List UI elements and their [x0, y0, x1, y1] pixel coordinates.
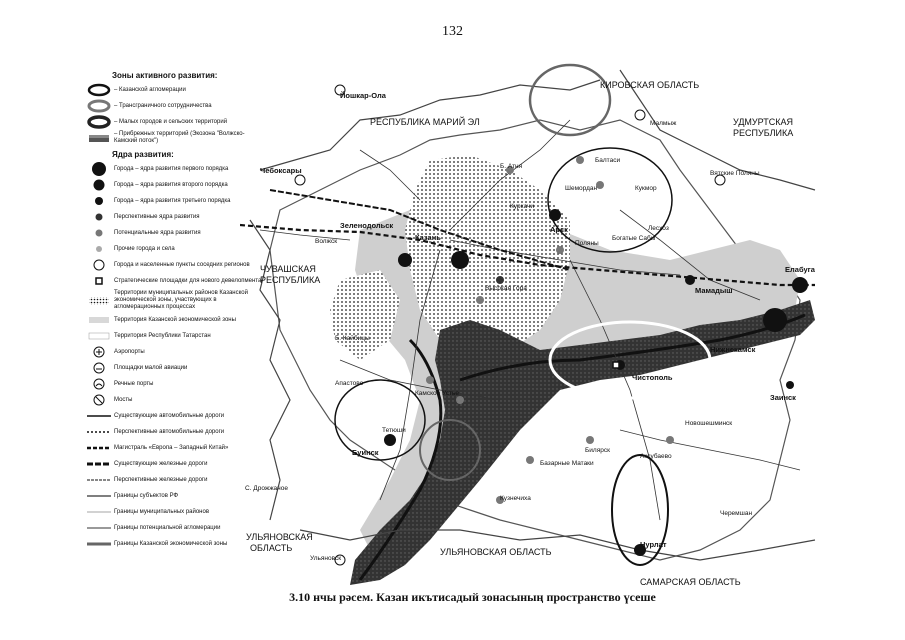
- city-label: Кузнечиха: [500, 495, 531, 502]
- page-number: 132: [442, 24, 463, 39]
- city-label: Новошешминск: [685, 420, 733, 427]
- city-label: Арск: [550, 225, 568, 234]
- city-marker: [476, 296, 484, 304]
- city-label: Йошкар-Ола: [340, 91, 386, 100]
- city-label: Мамадыш: [695, 286, 733, 295]
- neighbor-city-marker: [295, 175, 305, 185]
- region-label: РЕСПУБЛИКА МАРИЙ ЭЛ: [370, 117, 480, 127]
- city-marker-elabuga: [792, 277, 808, 293]
- city-label: Чебоксары: [260, 166, 302, 175]
- city-label-kazan: Казань: [415, 233, 441, 242]
- legend-zones-header: Зоны активного развития:: [112, 71, 218, 80]
- city-marker-arsk: [549, 209, 561, 221]
- airport-icon: Аэропорты: [114, 348, 145, 355]
- city-label: С. Дрожжаное: [245, 485, 288, 492]
- city-label: Вятские Поляны: [710, 170, 760, 177]
- city-label: Черемшан: [720, 510, 753, 517]
- city-label: Б. Атня: [500, 163, 523, 170]
- figure-caption: 3.10 нчы рәсем. Казан икътисадый зонасының пространство үсеше: [289, 590, 656, 604]
- city-marker-kazan-2: [398, 253, 412, 267]
- city-label: Зеленодольск: [340, 221, 394, 230]
- region-label: УЛЬЯНОВСКАЯ ОБЛАСТЬ: [440, 547, 552, 557]
- city-label: Заинск: [770, 393, 796, 402]
- city-label: Апастово: [335, 380, 364, 387]
- neighbor-city-marker: [635, 110, 645, 120]
- zone-circle-north: [530, 65, 610, 135]
- city-marker: [556, 246, 564, 254]
- city-label: Богатые Сабы: [612, 235, 656, 242]
- city-label: Куркачи: [510, 203, 535, 210]
- city-label: Волжск: [315, 238, 338, 245]
- city-marker: [526, 456, 534, 464]
- city-marker: [576, 156, 584, 164]
- city-marker-nkamsk: [763, 308, 787, 332]
- legend-item: – Казанской агломерации: [84, 83, 262, 97]
- city-marker: [456, 396, 464, 404]
- city-label: Шемордан: [565, 185, 598, 192]
- region-label: РЕСПУБЛИКА: [260, 275, 321, 285]
- city-marker: [596, 181, 604, 189]
- legend-cores-header: Ядра развития:: [112, 150, 174, 159]
- city-label: Поляны: [575, 240, 599, 247]
- city-label: Базарные Матаки: [540, 460, 594, 467]
- city-label: Нурлат: [640, 540, 667, 549]
- strategic-site-marker: [613, 362, 619, 368]
- city-label: Елабуга: [785, 265, 815, 274]
- region-label: ЧУВАШСКАЯ: [260, 264, 316, 274]
- city-label: Лесхоз: [648, 225, 669, 232]
- city-label: Нижнекамск: [710, 345, 756, 354]
- city-label: Билярск: [585, 447, 610, 454]
- region-label: УДМУРТСКАЯ: [733, 117, 793, 127]
- city-label: Тетюши: [382, 427, 406, 434]
- city-marker: [586, 436, 594, 444]
- region-label: КИРОВСКАЯ ОБЛАСТЬ: [600, 80, 700, 90]
- city-marker: [496, 276, 504, 284]
- city-label: Буинск: [352, 448, 379, 457]
- city-label: Чистополь: [632, 373, 673, 382]
- city-label: Кукмор: [635, 185, 657, 192]
- region-label: САМАРСКАЯ ОБЛАСТЬ: [640, 577, 741, 587]
- city-label: Ульяновск: [310, 555, 342, 562]
- region-label: УЛЬЯНОВСКАЯ: [246, 532, 313, 542]
- city-marker-mamadysh: [685, 275, 695, 285]
- city-label: Балтаси: [595, 157, 621, 164]
- city-marker: [426, 376, 434, 384]
- map-legend: Зоны активного развития: – Казанской агломерации – Трансграничного сотрудничества – Малых городов и сельских территорий – Прибрежных территорий (Экозона "Волжско-Камский поток") Ядра развития: Города – ядра развития первого порядка Города – ядра развития второго порядка Города – ядра развития третьего порядка Перспективные ядра развития Потенциальные ядра развития Прочие города и села Города и населенные пункты соседних регионов Стратегические площадки для нового девелопмента Территории муниципальных районов Казанской экономической зоны, участвующих в агломерационных процессах Территория Казанской экономической зоны Территория Республики Татарстан Аэропорты Площадки малой авиации Речные порты Мосты Существующие автомобильные дороги Перспективные автомобильные дороги Магистраль «Европа – Западный Китай» Существующие железные дороги Перспективные железные дороги Границы субъектов РФ Границы муниципальных районов Границы потенциальной агломерации Границы Казанской экономической зоны: [84, 70, 262, 553]
- city-marker-buinsk: [384, 434, 396, 446]
- city-label: Б. Кайбицы: [335, 335, 370, 342]
- city-label: Высокая Гора: [485, 285, 527, 292]
- legend-item: – Прибрежных территорий (Экозона "Волжско-Камский поток"): [84, 131, 262, 145]
- city-label: Аксубаево: [640, 453, 672, 460]
- city-marker-zainsk: [786, 381, 794, 389]
- city-marker-kazan: [451, 251, 469, 269]
- region-label: ОБЛАСТЬ: [250, 543, 293, 553]
- legend-item: – Малых городов и сельских территорий: [84, 115, 262, 129]
- city-label: Малмыж: [650, 120, 677, 127]
- map-canvas: [240, 60, 820, 590]
- city-label: Камское Устье: [415, 390, 459, 397]
- region-label: РЕСПУБЛИКА: [733, 128, 794, 138]
- city-marker: [666, 436, 674, 444]
- legend-item: – Трансграничного сотрудничества: [84, 99, 262, 113]
